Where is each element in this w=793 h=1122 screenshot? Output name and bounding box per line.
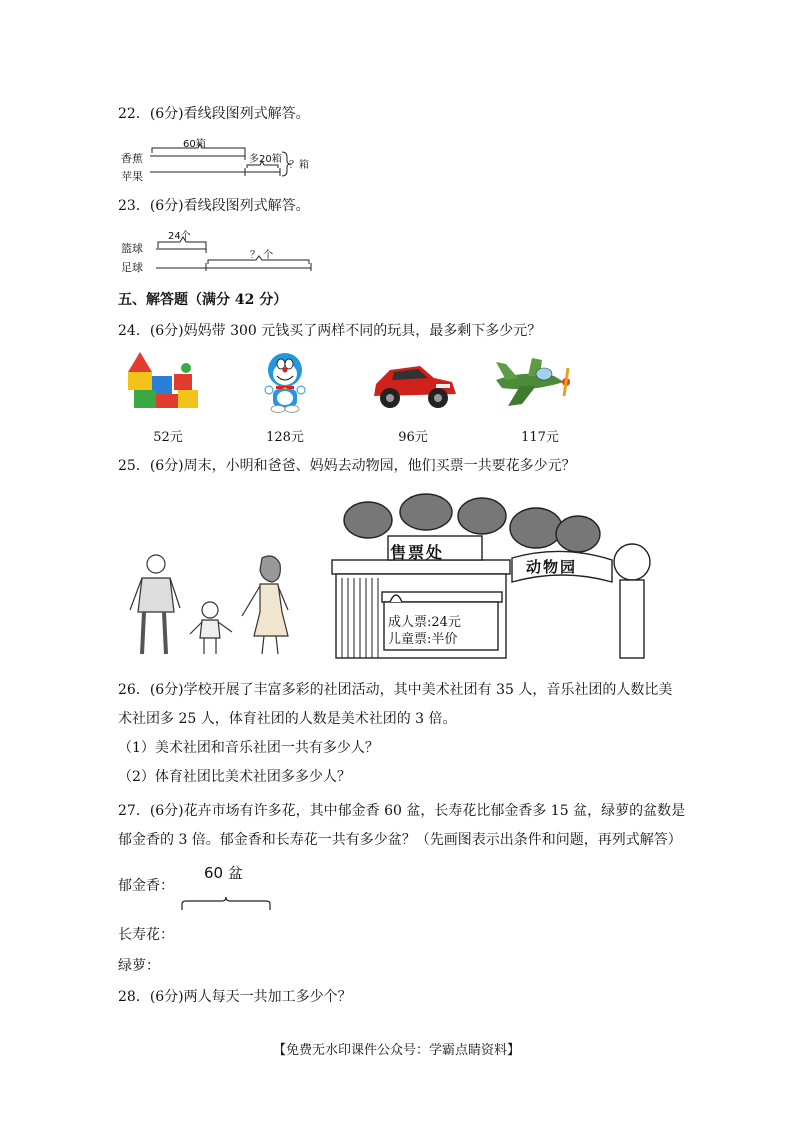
section-5-heading: 五、解答题（满分 42 分） [118,292,288,308]
q23-top-label: 24个 [168,231,191,242]
q26-line-1: 26．(6分)学校开展了丰富多彩的社团活动，其中美术社团有 35 人，音乐社团的人数比美 [118,682,673,698]
q26-line-2: 术社团多 25 人，体育社团的人数是美术社团的 3 倍。 [118,711,457,727]
q23-text: 23．(6分)看线段图列式解答。 [118,198,310,214]
q27-row-1: 郁金香： [118,878,174,894]
q22-row2-label: 苹果 [121,170,143,183]
gate-sign: 动物园 [526,558,578,576]
adult-ticket-price: 成人票:24元 [388,615,461,630]
q22-top-label: 60箱 [183,139,206,150]
q27-row-2: 长寿花： [118,927,174,943]
child-ticket-price: 儿童票:半价 [388,632,458,647]
q22-diff-label: 多20箱 [249,154,282,165]
toy-price-2: 128元 [266,430,304,445]
q27-row-3: 绿萝： [118,958,160,974]
q25-text: 25．(6分)周末，小明和爸爸、妈妈去动物园，他们买票一共要花多少元？ [118,458,576,474]
q22-total-label: ？箱 [289,160,309,171]
q24-text: 24．(6分)妈妈带 300 元钱买了两样不同的玩具，最多剩下多少元？ [118,323,542,339]
q22-text: 22．(6分)看线段图列式解答。 [118,106,310,122]
q22-row1-label: 香蕉 [121,152,143,165]
toy-price-3: 96元 [398,430,428,445]
q27-brace-label: 60 盆 [204,864,243,882]
q27-line-2: 郁金香的 3 倍。郁金香和长寿花一共有多少盆？（先画图表示出条件和问题，再列式解答） [118,832,682,848]
q28-text: 28．(6分)两人每天一共加工多少个？ [118,989,352,1005]
q23-row2-label: 足球 [121,261,143,274]
q26-sub-1: （1）美术社团和音乐社团一共有多少人？ [118,740,379,756]
q23-unknown-label: ？ 个 [250,250,274,261]
toy-price-4: 117元 [521,430,559,445]
q26-sub-2: （2）体育社团比美术社团多多少人？ [118,769,351,785]
booth-sign: 售票处 [390,543,445,562]
q27-line-1: 27．(6分)花卉市场有许多花，其中郁金香 60 盆，长寿花比郁金香多 15 盆，绿萝的盆数是 [118,803,686,819]
q23-row1-label: 篮球 [121,242,143,255]
toy-price-1: 52元 [153,430,183,445]
page-footer: 【免费无水印课件公众号：学霸点睛资料】 [272,1043,520,1058]
